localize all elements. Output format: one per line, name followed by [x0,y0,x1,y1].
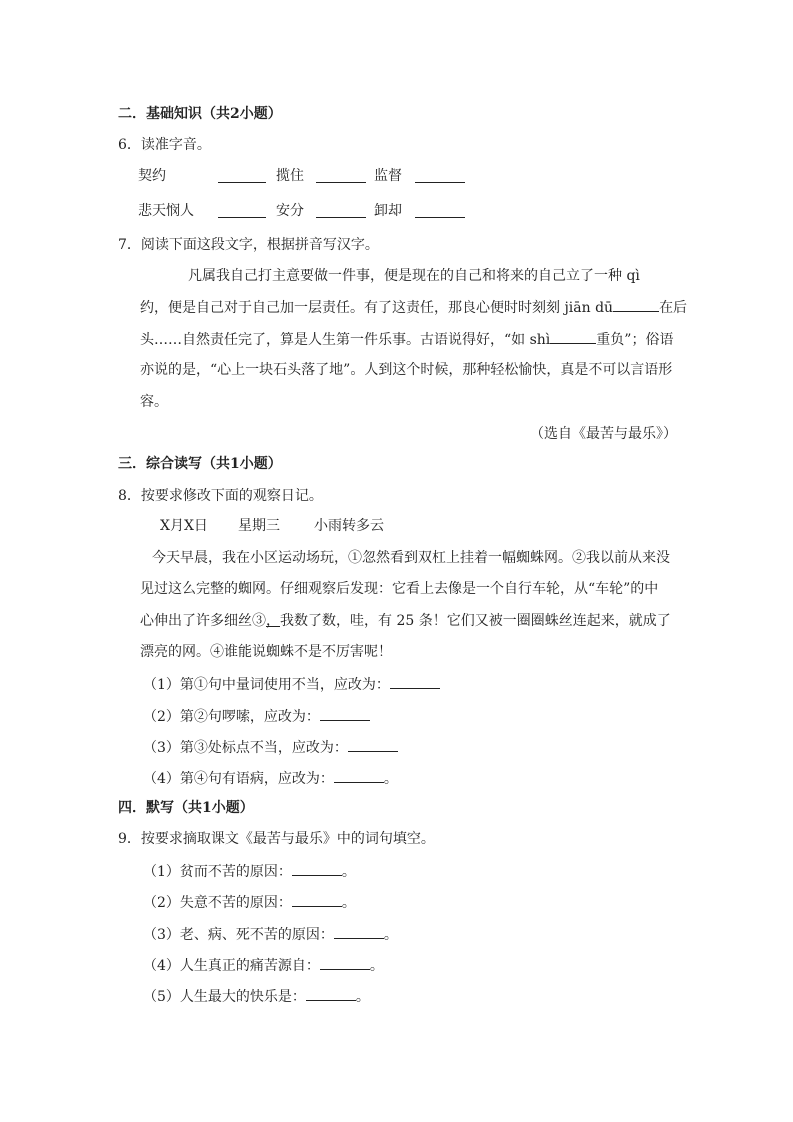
q9-item [143,986,370,1007]
q6-word: 卸却 [374,203,402,219]
diary-weekday: 星期三 [238,518,280,534]
q7-source: （选自《最苦与最乐》） [530,426,677,442]
q8-item-text: （3）第③处标点不当，应改为： [143,740,348,756]
q7-paragraph-line: 容。 [140,394,168,410]
q6-blank[interactable] [316,168,366,183]
period: 。 [383,927,398,943]
q7-text: 约，便是自己对于自己加一层责任。有了这责任，那良心便时时刻刻 jiān dū [140,300,614,316]
q6-stem: 6．读准字音。 [118,137,211,153]
q7-paragraph-line: 凡属我自己打主意要做一件事，便是现在的自己和将来的自己立了一种 qì [188,268,640,284]
q9-answer-blank[interactable] [306,986,356,1001]
q9-answer-blank[interactable] [334,924,384,939]
diary-text: 心伸出了许多细丝③ [140,613,266,629]
q9-item-text: （5）人生最大的快乐是： [143,989,306,1005]
q8-item [143,706,370,727]
q9-item [143,924,398,945]
diary-line [140,611,671,631]
q7-paragraph-line: 亦说的是，“心上一块石头落了地”。人到这个时候，那种轻松愉快，真是不可以言语形 [140,362,673,378]
q7-paragraph-line [140,329,673,350]
diary-weather: 小雨转多云 [314,518,384,534]
q6-blank[interactable] [316,203,366,218]
q9-answer-blank[interactable] [320,955,370,970]
q6-word: 揽住 [276,168,304,184]
section-4-title: 四．默写（共1小题） [118,800,254,816]
period: 。 [341,895,356,911]
period: 。 [383,771,398,787]
q7-text: 头……自然责任完了，算是人生第一件乐事。古语说得好，“如 shì [140,332,551,348]
q8-item-text: （1）第①句中量词使用不当，应改为： [143,677,390,693]
q9-answer-blank[interactable] [292,892,342,907]
diary-line: 今天早晨，我在小区运动场玩，①忽然看到双杠上挂着一幅蜘蛛网。②我以前从来没 [152,550,670,566]
q8-answer-blank[interactable] [390,674,440,689]
q9-item-text: （2）失意不苦的原因： [143,895,292,911]
q9-item-text: （4）人生真正的痛苦源自： [143,958,320,974]
q6-blank[interactable] [415,203,465,218]
period: 。 [369,958,384,974]
q8-answer-blank[interactable] [334,768,384,783]
section-2-title: 二．基础知识（共2小题） [118,106,282,122]
q9-item [143,955,384,976]
q9-item-text: （3）老、病、死不苦的原因： [143,927,334,943]
q9-stem: 9．按要求摘取课文《最苦与最乐》中的词句填空。 [118,831,435,847]
q7-blank-shi[interactable] [550,329,596,344]
q6-blank[interactable] [218,168,266,183]
diary-date: X月X日 [160,518,208,534]
q8-item [143,737,398,758]
diary-text: 我数了数，哇，有 25 条！它们又被一圈圈蛛丝连起来，就成了 [280,613,671,629]
q7-blank-jiandu[interactable] [613,297,659,312]
diary-line: 漂亮的网。④谁能说蜘蛛不是不厉害呢！ [140,644,392,660]
q7-text: 重负”；俗语 [596,332,674,348]
q7-text: 在后 [659,300,688,316]
q8-item-text: （2）第②句啰嗦，应改为： [143,709,320,725]
q8-stem: 8．按要求修改下面的观察日记。 [118,488,323,504]
q6-word: 安分 [276,203,304,219]
q8-item [143,674,440,695]
q8-item [143,768,398,789]
q8-item-text: （4）第④句有语病，应改为： [143,771,334,787]
q6-blank[interactable] [415,168,465,183]
diary-punct: ， [266,613,280,629]
q9-answer-blank[interactable] [292,861,342,876]
q6-word: 契约 [138,168,166,184]
q7-stem: 7．阅读下面这段文字，根据拼音写汉字。 [118,237,379,253]
q9-item-text: （1）贫而不苦的原因： [143,864,292,880]
q8-answer-blank[interactable] [348,737,398,752]
section-3-title: 三．综合读写（共1小题） [118,456,282,472]
q9-item [143,892,356,913]
q6-blank[interactable] [218,203,266,218]
diary-line: 见过这么完整的蜘网。仔细观察后发现：它看上去像是一个自行车轮，从“车轮”的中 [140,581,659,597]
period: 。 [355,989,370,1005]
period: 。 [341,864,356,880]
q9-item [143,861,356,882]
q6-word: 监督 [374,168,402,184]
q7-paragraph-line [140,297,687,318]
q8-answer-blank[interactable] [320,706,370,721]
q6-word: 悲天悯人 [138,203,194,219]
